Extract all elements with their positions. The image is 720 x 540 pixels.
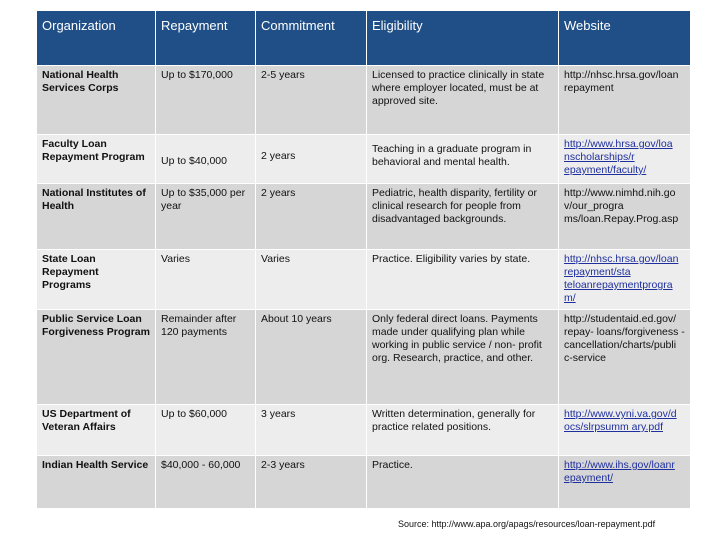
table-row (37, 250, 691, 310)
commitment-cell: 2-3 years (256, 456, 367, 509)
header-organization: Organization (37, 11, 156, 66)
eligibility-cell: Practice. Eligibility varies by state. (367, 250, 559, 310)
website-cell (559, 250, 691, 310)
commitment-cell: About 10 years (256, 310, 367, 405)
website-cell (559, 66, 691, 135)
website-cell (559, 405, 691, 456)
commitment-cell: 2 years (256, 184, 367, 250)
header-eligibility: Eligibility (367, 11, 559, 66)
eligibility-cell: Written determination, generally for practice related positions. (367, 405, 559, 456)
table-row (37, 405, 691, 456)
repayment-cell: Up to $60,000 (156, 405, 256, 456)
header-website: Website (559, 11, 691, 66)
website-text: http://www.nimhd.nih.go v/our_progra ms/loan.Repay.Prog.asp (564, 187, 679, 225)
eligibility-cell: Pediatric, health disparity, fertility or clinical research for people from disadvantaged backgrounds. (367, 184, 559, 250)
organization-cell: US Department of Veteran Affairs (37, 405, 156, 456)
website-cell (559, 310, 691, 405)
organization-cell: Indian Health Service (37, 456, 156, 509)
website-text: http://nhsc.hrsa.gov/loan repayment (564, 69, 679, 94)
website-text: http://studentaid.ed.gov/ repay- loans/forgiveness - cancellation/charts/publi c-service (564, 313, 685, 364)
table-row (37, 184, 691, 250)
website-link[interactable]: http://www.hrsa.gov/loa nscholarships/r epayment/faculty/ (564, 138, 673, 176)
organization-cell: National Institutes of Health (37, 184, 156, 250)
repayment-cell: Remainder after 120 payments (156, 310, 256, 405)
repayment-cell: $40,000 - 60,000 (156, 456, 256, 509)
eligibility-cell: Teaching in a graduate program in behavioral and mental health. (367, 135, 559, 184)
eligibility-cell: Only federal direct loans. Payments made under qualifying plan while working in public service / non- profit org. Research, practice, and other. (367, 310, 559, 405)
table-row (37, 456, 691, 509)
website-link[interactable]: http://www.vyni.va.gov/d ocs/slrpsumm ary.pdf (564, 408, 677, 433)
website-link[interactable]: http://www.ihs.gov/loanr epayment/ (564, 459, 675, 484)
commitment-cell: 2-5 years (256, 66, 367, 135)
header-repayment: Repayment (156, 11, 256, 66)
repayment-cell: Varies (156, 250, 256, 310)
table-row (37, 135, 691, 184)
website-cell (559, 135, 691, 184)
repayment-cell: Up to $40,000 (156, 135, 256, 184)
organization-cell: Public Service Loan Forgiveness Program (37, 310, 156, 405)
header-row (37, 11, 691, 66)
organization-cell: State Loan Repayment Programs (37, 250, 156, 310)
repayment-cell: Up to $170,000 (156, 66, 256, 135)
table-row (37, 66, 691, 135)
organization-cell: National Health Services Corps (37, 66, 156, 135)
website-link[interactable]: http://nhsc.hrsa.gov/loan repayment/sta teloanrepaymentprogra m/ (564, 253, 679, 304)
source-citation: Source: http://www.apa.org/apags/resources/loan-repayment.pdf (398, 519, 656, 529)
table-row (37, 310, 691, 405)
eligibility-cell: Practice. (367, 456, 559, 509)
loan-repayment-table (36, 10, 691, 509)
eligibility-cell: Licensed to practice clinically in state where employer located, must be at approved site. (367, 66, 559, 135)
repayment-cell: Up to $35,000 per year (156, 184, 256, 250)
website-cell (559, 456, 691, 509)
commitment-cell: 2 years (256, 135, 367, 184)
header-commitment: Commitment (256, 11, 367, 66)
website-cell (559, 184, 691, 250)
commitment-cell: 3 years (256, 405, 367, 456)
organization-cell: Faculty Loan Repayment Program (37, 135, 156, 184)
commitment-cell: Varies (256, 250, 367, 310)
